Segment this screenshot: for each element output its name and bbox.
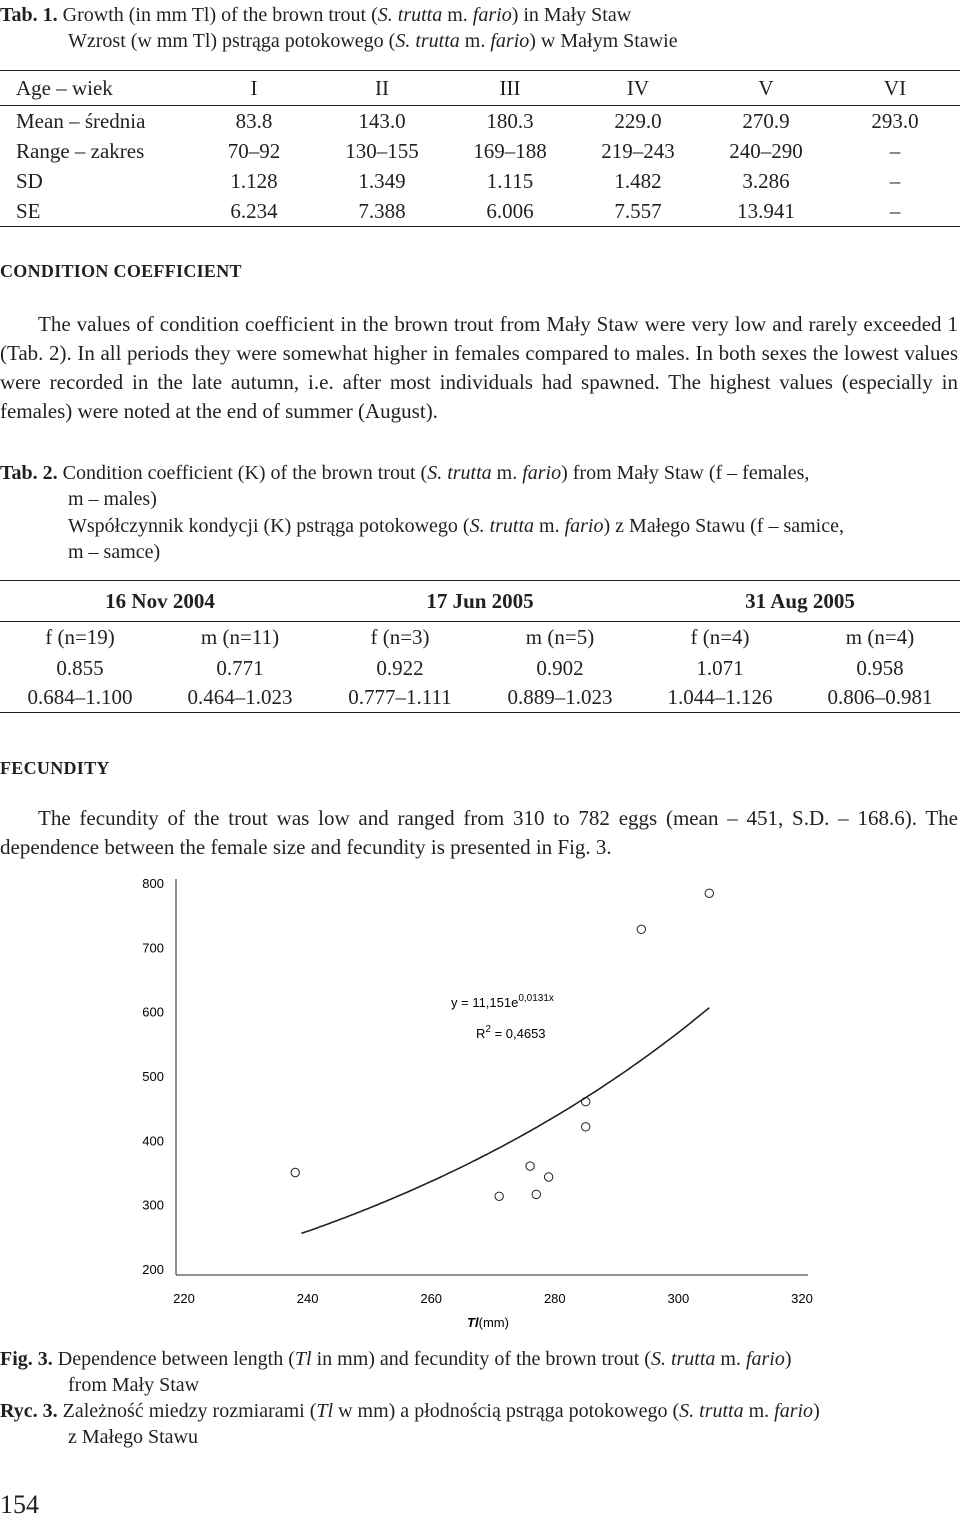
data-point xyxy=(637,925,645,933)
group-cell: f (n=19) xyxy=(45,625,115,650)
date-header: 17 Jun 2005 xyxy=(320,581,640,622)
caption-text: from Mały Staw xyxy=(68,1374,200,1396)
caption-text: ) xyxy=(784,1348,792,1370)
group-cell: f (n=3) xyxy=(370,625,430,650)
x-axis-label xyxy=(467,1315,509,1330)
data-point xyxy=(705,889,713,897)
r-squared-label xyxy=(476,1024,546,1041)
header-cell: VI xyxy=(830,71,960,106)
mean-row xyxy=(0,654,960,683)
header-cell: V xyxy=(702,71,830,106)
caption-italic: Tl xyxy=(294,1348,312,1370)
species-name: S. trutta xyxy=(377,4,443,26)
table-cell: 0.902 xyxy=(536,655,584,680)
species-name: S. trutta xyxy=(469,515,535,537)
section-heading-condition: CONDITION COEFFICIENT xyxy=(0,261,242,281)
header-cell: II xyxy=(318,71,446,106)
tab2-label: Tab. 2. xyxy=(0,462,58,484)
table-row xyxy=(0,166,960,196)
table-cell: 1.349 xyxy=(358,168,406,193)
table-cell: 0.806–0.981 xyxy=(800,683,960,713)
table-row xyxy=(0,106,960,137)
caption-text: ) z Małego Stawu (f – samice, xyxy=(603,515,844,537)
equation-exponent: 0,0131x xyxy=(518,993,554,1004)
table-cell: – xyxy=(889,138,901,163)
species-form: fario xyxy=(774,1400,814,1422)
data-point xyxy=(582,1098,590,1106)
r-squared-value: = 0,4653 xyxy=(490,1026,546,1041)
table-cell: – xyxy=(889,168,901,193)
ryc3-label: Ryc. 3. xyxy=(0,1400,58,1422)
group-row xyxy=(0,622,960,654)
y-tick-label: 400 xyxy=(142,1133,164,1149)
table-cell: 0.922 xyxy=(376,655,424,680)
paragraph-fecundity: The fecundity of the trout was low and ranged from 310 to 782 eggs (mean – 451, S.D. – 168.6). The dependence between the female size and fecundity is presented in Fig. 3. xyxy=(0,806,958,859)
date-header-row xyxy=(0,581,960,622)
fecundity-scatter-chart xyxy=(0,860,960,1340)
species-form: fario xyxy=(472,4,512,26)
y-tick-label: 200 xyxy=(142,1262,164,1277)
x-axis-label-unit: (mm) xyxy=(478,1315,509,1330)
caption-text: in mm) and fecundity of the brown trout ( xyxy=(311,1348,651,1370)
caption-text: z Małego Stawu xyxy=(68,1426,198,1448)
species-form: fario xyxy=(522,462,562,484)
row-label: SE xyxy=(0,196,190,227)
tab1-caption-en: Growth (in mm Tl) of the brown trout ( xyxy=(62,4,378,26)
table-cell: 270.9 xyxy=(742,108,790,133)
table-cell: 3.286 xyxy=(742,168,790,193)
section-heading-fecundity: FECUNDITY xyxy=(0,758,110,778)
table-cell: 0.889–1.023 xyxy=(480,683,640,713)
row-label: Range – zakres xyxy=(16,138,145,163)
data-point xyxy=(526,1162,534,1170)
header-cell: III xyxy=(446,71,574,106)
x-tick-label: 240 xyxy=(296,1291,319,1306)
species-name: S. trutta xyxy=(650,1348,716,1370)
y-tick-label: 500 xyxy=(142,1069,164,1084)
table-cell: 240–290 xyxy=(729,138,803,163)
x-tick-labels xyxy=(173,1291,813,1306)
data-point xyxy=(495,1192,503,1200)
group-cell: m (n=11) xyxy=(200,625,280,650)
caption-text: m. xyxy=(491,462,523,484)
species-form: fario xyxy=(490,30,530,52)
species-name: S. trutta xyxy=(395,30,460,52)
x-tick-label: 260 xyxy=(420,1291,443,1306)
y-tick-labels xyxy=(142,876,164,1277)
r-squared-text: R xyxy=(476,1026,486,1041)
table-cell: 1.482 xyxy=(614,168,662,193)
data-point xyxy=(291,1168,299,1176)
species-form: fario xyxy=(564,515,604,537)
caption-text: m – samce) xyxy=(68,541,161,563)
y-tick-label: 800 xyxy=(142,876,164,891)
group-cell: f (n=4) xyxy=(690,625,750,650)
group-cell: m (n=5) xyxy=(525,625,595,650)
row-label: Mean – średnia xyxy=(16,108,146,133)
caption-text: m – males) xyxy=(68,488,157,510)
r-squared-exponent: 2 xyxy=(485,1024,491,1035)
table-header-row xyxy=(0,71,960,106)
species-form: fario xyxy=(745,1348,785,1370)
caption-text: m. xyxy=(715,1348,746,1370)
x-tick-label: 280 xyxy=(543,1291,566,1306)
header-cell: I xyxy=(190,71,318,106)
date-header: 16 Nov 2004 xyxy=(0,581,320,622)
growth-table xyxy=(0,70,960,227)
fig3-caption xyxy=(0,1346,960,1450)
caption-text: Zależność miedzy rozmiarami ( xyxy=(62,1400,317,1422)
table-cell: 13.941 xyxy=(702,196,830,227)
caption-text: ) w Małym Stawie xyxy=(529,30,678,52)
paragraph-condition: The values of condition coefficient in the brown trout from Mały Staw were very low and rarely exceeded 1 (Tab. 2). In all periods they were somewhat higher in females compared to males. In both sexes the lowest values were recorded in the late autumn, i.e. after most individuals had spawned. The highest values (especially in females) were noted at the end of summer (August). xyxy=(0,312,958,423)
species-name: S. trutta xyxy=(427,462,492,484)
table-cell: 1.071 xyxy=(696,655,744,680)
data-point xyxy=(544,1173,552,1181)
x-tick-label: 300 xyxy=(667,1291,690,1306)
table-cell: 229.0 xyxy=(614,108,662,133)
table-cell: 1.128 xyxy=(230,168,278,193)
caption-text: Dependence between length ( xyxy=(57,1348,295,1370)
table-cell: 293.0 xyxy=(871,108,919,133)
date-header: 31 Aug 2005 xyxy=(640,581,960,622)
table-cell: 130–155 xyxy=(345,138,419,163)
header-cell: Age – wiek xyxy=(0,71,190,106)
equation-text: y = 11,151e xyxy=(451,995,519,1010)
data-point xyxy=(582,1123,590,1131)
condition-table xyxy=(0,580,960,713)
caption-text: m. xyxy=(459,30,491,52)
data-points xyxy=(291,889,713,1200)
caption-italic: Tl xyxy=(316,1400,334,1422)
range-row xyxy=(0,683,960,713)
table-cell: 6.234 xyxy=(190,196,318,227)
table-cell: 1.115 xyxy=(486,168,534,193)
x-axis-label-var: Tl xyxy=(467,1315,479,1330)
table-cell: 0.464–1.023 xyxy=(160,683,320,713)
table-cell: 70–92 xyxy=(227,138,281,163)
table-cell: 0.684–1.100 xyxy=(0,683,160,713)
table-row xyxy=(0,196,960,227)
tab2-caption xyxy=(0,460,960,565)
table-cell: 6.006 xyxy=(446,196,574,227)
equation-label xyxy=(451,993,554,1010)
table-cell: 7.557 xyxy=(574,196,702,227)
table-cell: 7.388 xyxy=(318,196,446,227)
table-cell: 169–188 xyxy=(473,138,547,163)
row-label: SD xyxy=(16,168,43,193)
table-cell: 180.3 xyxy=(486,108,534,133)
table-cell: 0.958 xyxy=(856,655,904,680)
table-cell: 0.777–1.111 xyxy=(320,683,480,713)
y-tick-label: 600 xyxy=(142,1004,164,1020)
x-tick-label: 220 xyxy=(173,1291,195,1306)
tab1-caption xyxy=(0,2,960,54)
caption-text: ) xyxy=(813,1400,820,1422)
table-cell: 0.855 xyxy=(56,655,104,680)
x-tick-label: 320 xyxy=(791,1291,813,1306)
fig3-label: Fig. 3. xyxy=(0,1348,53,1370)
group-cell: m (n=4) xyxy=(845,625,915,650)
caption-text: ) from Mały Staw (f – females, xyxy=(561,462,810,484)
table-cell: 0.771 xyxy=(216,655,264,680)
species-name: S. trutta xyxy=(679,1400,744,1422)
table-cell: 143.0 xyxy=(358,108,406,133)
y-tick-label: 700 xyxy=(142,940,164,956)
trend-curve xyxy=(301,1008,709,1234)
table-cell: 219–243 xyxy=(601,138,675,163)
table-cell: 83.8 xyxy=(235,108,273,133)
caption-text: ) in Mały Staw xyxy=(511,4,632,26)
table-cell: – xyxy=(830,196,960,227)
page-number: 154 xyxy=(0,1490,39,1519)
tab1-label: Tab. 1. xyxy=(0,4,58,26)
caption-text: m. xyxy=(743,1400,775,1422)
table-cell: 1.044–1.126 xyxy=(640,683,800,713)
header-cell: IV xyxy=(574,71,702,106)
caption-text: w mm) a płodnością pstrąga potokowego ( xyxy=(333,1400,680,1422)
tab2-caption-en: Condition coefficient (K) of the brown trout ( xyxy=(62,462,428,484)
y-tick-label: 300 xyxy=(142,1197,164,1213)
caption-text: m. xyxy=(534,515,565,537)
data-point xyxy=(532,1190,540,1198)
tab1-caption-pl: Wzrost (w mm Tl) pstrąga potokowego ( xyxy=(68,30,396,52)
table-row xyxy=(0,136,960,166)
tab2-caption-pl: Współczynnik kondycji (K) pstrąga potokowego ( xyxy=(68,515,470,537)
caption-text: m. xyxy=(442,4,473,26)
